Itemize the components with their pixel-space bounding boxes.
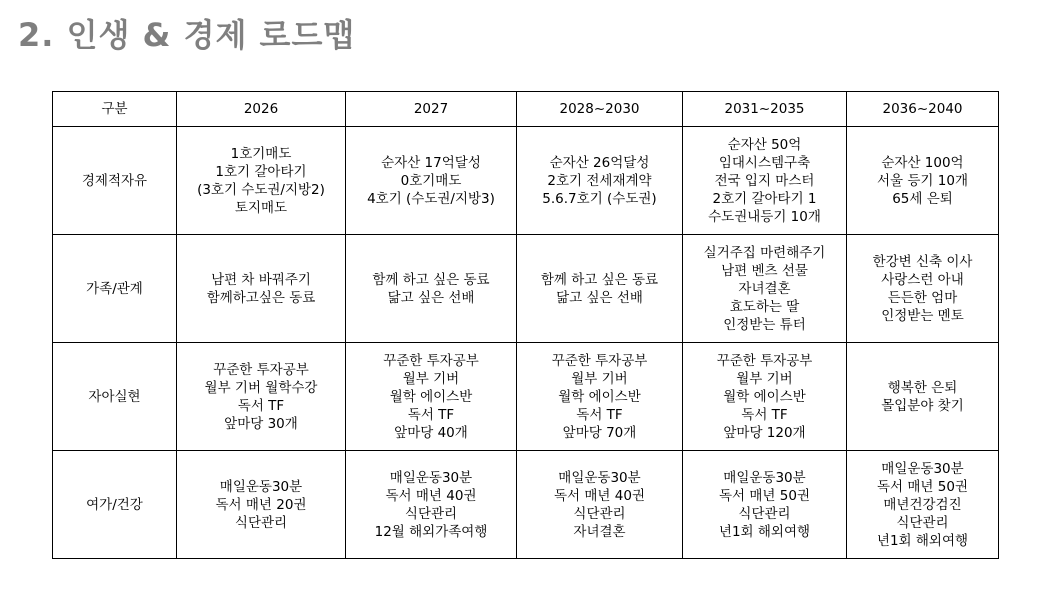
- table-row-family-relations: [53, 235, 999, 343]
- table-cell: 매일운동30분 독서 매년 40권 식단관리 자녀결혼: [517, 451, 683, 559]
- row-label: 자아실현: [53, 343, 177, 451]
- table-header-row: [53, 92, 999, 127]
- table-cell: 남편 차 바꿔주기 함께하고싶은 동료: [177, 235, 346, 343]
- table-cell: 1호기매도 1호기 갈아타기 (3호기 수도권/지방2) 토지매도: [177, 127, 346, 235]
- header-2027: 2027: [346, 92, 517, 127]
- table-cell: 한강변 신축 이사 사랑스런 아내 든든한 엄마 인정받는 멘토: [847, 235, 999, 343]
- table-cell: 함께 하고 싶은 동료 닮고 싶은 선배: [517, 235, 683, 343]
- table-cell: 함께 하고 싶은 동료 닮고 싶은 선배: [346, 235, 517, 343]
- table-cell: 꾸준한 투자공부 월부 기버 월학 에이스반 독서 TF 앞마당 40개: [346, 343, 517, 451]
- row-label: 경제적자유: [53, 127, 177, 235]
- table-cell: 순자산 26억달성 2호기 전세재계약 5.6.7호기 (수도권): [517, 127, 683, 235]
- table-cell: 실거주집 마련해주기 남편 벤츠 선물 자녀결혼 효도하는 딸 인정받는 튜터: [683, 235, 847, 343]
- header-category: 구분: [53, 92, 177, 127]
- table-cell: 매일운동30분 독서 매년 40권 식단관리 12월 해외가족여행: [346, 451, 517, 559]
- table-row-economic-freedom: [53, 127, 999, 235]
- table-cell: 순자산 100억 서울 등기 10개 65세 은퇴: [847, 127, 999, 235]
- table-cell: 순자산 50억 임대시스템구축 전국 입지 마스터 2호기 갈아타기 1 수도권내등기 10개: [683, 127, 847, 235]
- table-cell: 매일운동30분 독서 매년 50권 식단관리 년1회 해외여행: [683, 451, 847, 559]
- table-cell: 매일운동30분 독서 매년 50권 매년건강검진 식단관리 년1회 해외여행: [847, 451, 999, 559]
- row-label: 가족/관계: [53, 235, 177, 343]
- table-cell: 꾸준한 투자공부 월부 기버 월학 에이스반 독서 TF 앞마당 120개: [683, 343, 847, 451]
- header-2028-2030: 2028~2030: [517, 92, 683, 127]
- header-2031-2035: 2031~2035: [683, 92, 847, 127]
- table-row-self-realization: [53, 343, 999, 451]
- header-2036-2040: 2036~2040: [847, 92, 999, 127]
- page-title: 2. 인생 & 경제 로드맵: [18, 16, 356, 54]
- table-cell: 순자산 17억달성 0호기매도 4호기 (수도권/지방3): [346, 127, 517, 235]
- table-cell: 매일운동30분 독서 매년 20권 식단관리: [177, 451, 346, 559]
- header-2026: 2026: [177, 92, 346, 127]
- row-label: 여가/건강: [53, 451, 177, 559]
- table-cell: 행복한 은퇴 몰입분야 찾기: [847, 343, 999, 451]
- table-cell: 꾸준한 투자공부 월부 기버 월학수강 독서 TF 앞마당 30개: [177, 343, 346, 451]
- roadmap-table: [52, 91, 999, 559]
- table-cell: 꾸준한 투자공부 월부 기버 월학 에이스반 독서 TF 앞마당 70개: [517, 343, 683, 451]
- table-row-leisure-health: [53, 451, 999, 559]
